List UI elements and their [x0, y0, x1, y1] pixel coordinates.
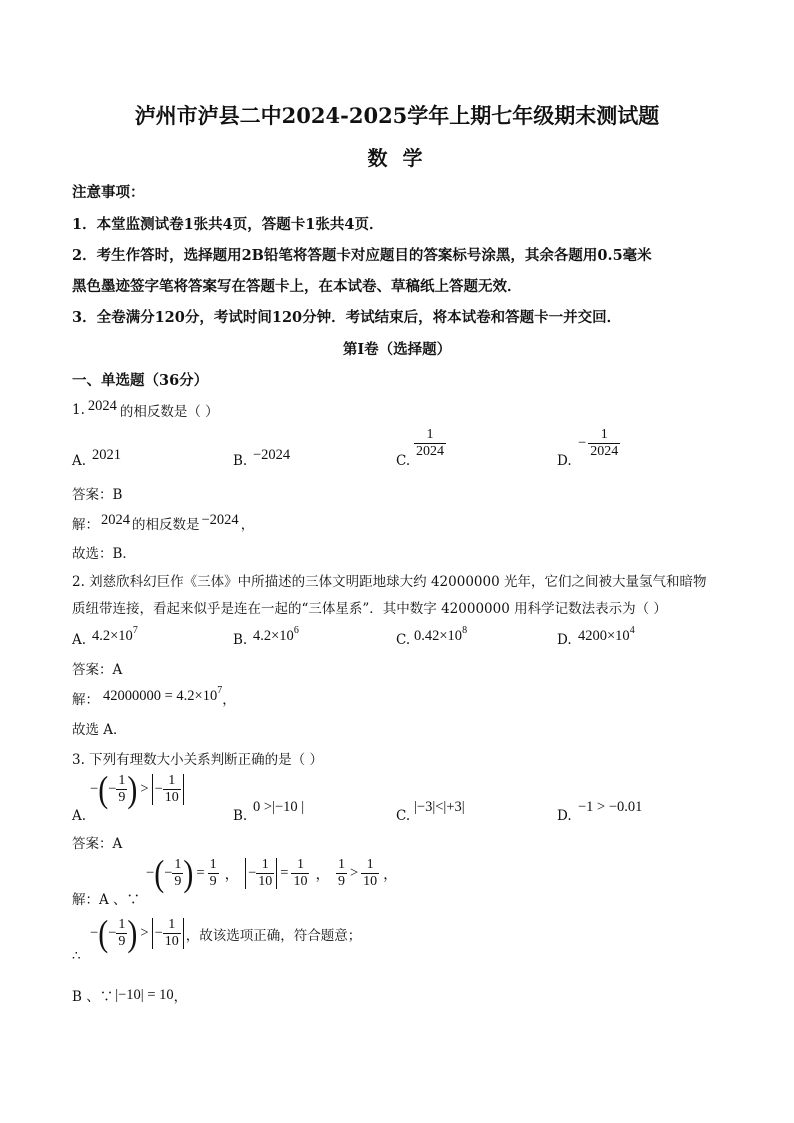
notice-item-2b: 黑色墨迹签字笔将答案写在答题卡上，在本试卷、草稿纸上答题无效． — [72, 278, 522, 295]
option-a-expression: − ( − $\frac{1}{9}$ ) > − $\frac{1}{10}$ — [90, 774, 184, 805]
option-d-value: $4200\times 10^4$ — [578, 625, 635, 644]
notice-item-2a: 2．考生作答时，选择题用2B铅笔将答题卡对应题目的答案标号涂黑，其余各题用0.5毫米 — [72, 247, 652, 264]
therefore-expression: − ( − $\frac{1}{9}$ ) > − $\frac{1}{10}$ ，故该选项正确，符合题意； — [90, 912, 362, 954]
option-c-label: C. — [396, 453, 411, 469]
section-heading: 一、单选题（36分） — [72, 372, 209, 389]
choose-2: 故选 A． — [72, 722, 127, 738]
option-d-label: D. — [557, 453, 572, 469]
solution-1: 解： 2024 的相反数是 −2024 ， — [72, 511, 255, 533]
answer-3: 答案：A — [72, 836, 123, 852]
solution-3-b: B 、∵ |−10| = 10 ， — [72, 986, 188, 1005]
option-a-value: $4.2\times 10^7$ — [92, 625, 138, 644]
option-b-value: $4.2\times 10^6$ — [253, 625, 299, 644]
subject-title: 数 学 — [367, 146, 427, 170]
notice-item-1: 1．本堂监测试卷1张共4页，答题卡1张共4页． — [72, 216, 384, 233]
option-b-label: B. — [233, 453, 248, 469]
question-3-stem: 3. 下列有理数大小关系判断正确的是（ ） — [72, 752, 323, 768]
answer-1: 答案：B — [72, 487, 123, 503]
option-d-label: D. — [557, 632, 572, 648]
option-b-label: B. — [233, 808, 248, 824]
option-b-label: B. — [233, 632, 248, 648]
solution-2: 解： $42000000 = 4.2\times 10^7$ ， — [72, 685, 236, 708]
option-d-fraction: − $\frac{1}{2024}$ — [578, 427, 619, 459]
notice-item-3: 3．全卷满分120分，考试时间120分钟．考试结束后，将本试卷和答题卡一并交回． — [72, 309, 622, 326]
therefore-symbol: ∴ — [72, 948, 81, 964]
solution-3-expression: − ( − $\frac{1}{9}$ ) = $\frac{1}{9}$ ， − $\frac{1}{10}$ = $\frac{1}{10}$ ， $\frac{1}{9}$ > $\frac{1}{10}$ ， — [146, 852, 398, 894]
question-2-stem-line1: 2. 刘慈欣科幻巨作《三体》中所描述的三体文明距地球大约 42000000 光年，它们之间被大量氢气和暗物 — [72, 574, 707, 590]
option-b-value: 0 >|−10 | — [253, 799, 305, 815]
option-b-value: −2024 — [253, 447, 291, 463]
question-2-stem-line2: 质纽带连接，看起来似乎是连在一起的“三体星系”．其中数字 42000000 用科学记数法表示为（ ） — [72, 601, 667, 617]
notice-heading: 注意事项： — [72, 184, 145, 201]
option-c-label: C. — [396, 808, 411, 824]
question-number: 1. — [72, 402, 85, 418]
option-c-fraction: $\frac{1}{2024}$ — [416, 427, 444, 459]
option-d-label: D. — [557, 808, 572, 824]
option-c-label: C. — [396, 632, 411, 648]
choose-1: 故选：B． — [72, 546, 136, 562]
question-text: 的相反数是（ ） — [119, 404, 219, 420]
option-a-value: 2021 — [92, 447, 121, 463]
option-c-value: |−3|<|+3| — [414, 799, 465, 815]
option-a-label: A. — [72, 453, 87, 469]
option-a-label: A. — [72, 808, 87, 824]
math-value: 2024 — [87, 397, 117, 414]
volume-heading: 第Ⅰ卷（选择题） — [342, 341, 452, 358]
solution-3-prefix: 解：A 、∵ — [72, 892, 141, 908]
answer-2: 答案：A — [72, 662, 123, 678]
option-c-value: $0.42\times 10^8$ — [414, 625, 468, 644]
option-a-label: A. — [72, 632, 87, 648]
question-1-stem — [72, 397, 219, 420]
option-d-value: −1 > −0.01 — [578, 799, 643, 815]
page-title: 泸州市泸县二中2024-2025学年上期七年级期末测试题 — [134, 103, 660, 128]
